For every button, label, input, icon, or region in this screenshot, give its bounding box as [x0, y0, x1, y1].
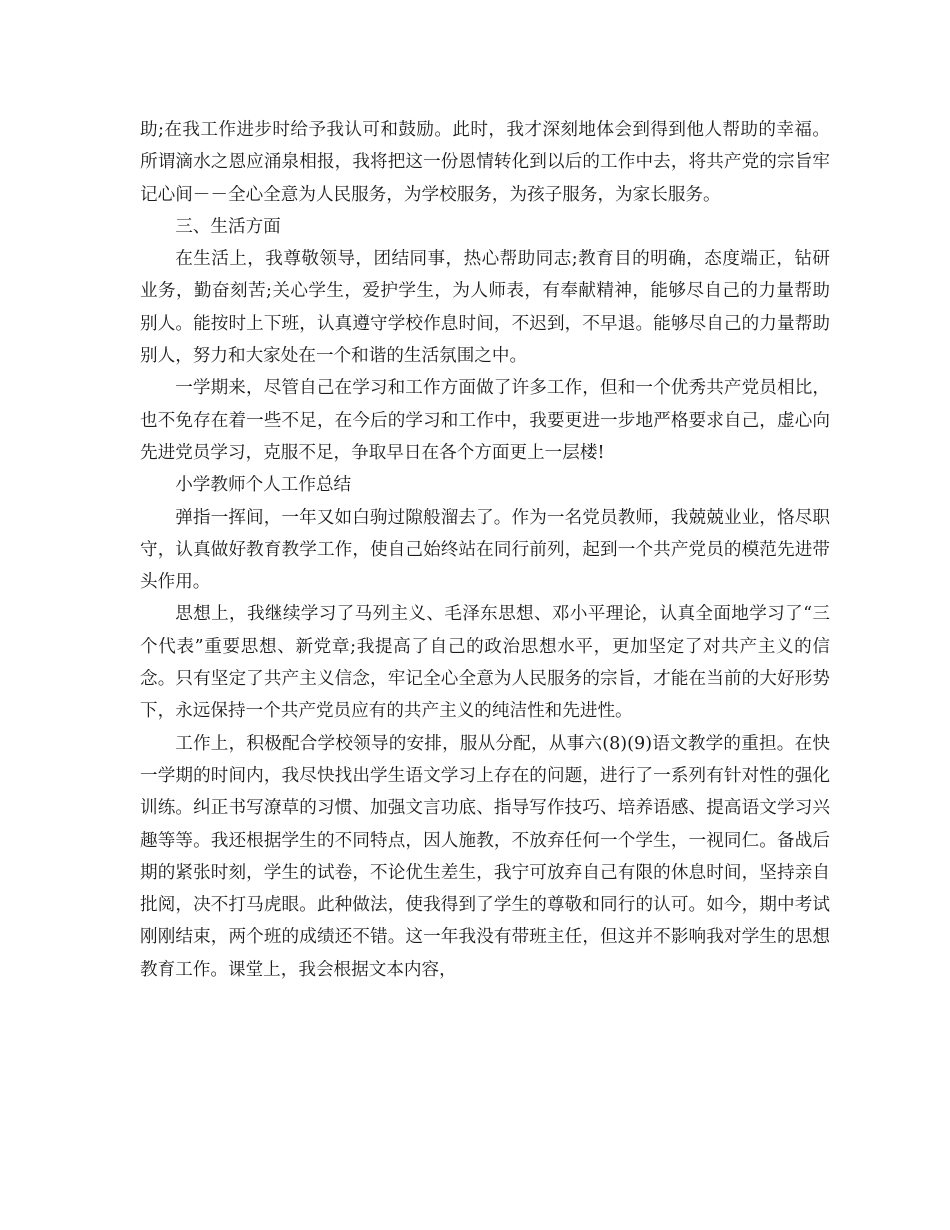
paragraph-semester-summary: 一学期来，尽管自己在学习和工作方面做了许多工作，但和一个优秀共产党员相比，也不免存在着一些不足，在今后的学习和工作中，我要更进一步地严格要求自己，虚心向先进党员学习，克服不足，争取早日在各个方面更上一层楼!	[140, 378, 830, 463]
paragraph-continued: 助;在我工作进步时给予我认可和鼓励。此时，我才深刻地体会到得到他人帮助的幸福。所谓滴水之恩应涌泉相报，我将把这一份恩情转化到以后的工作中去，将共产党的宗旨牢记心间－－全心全意为人民服务，为学校服务，为孩子服务，为家长服务。	[140, 120, 830, 205]
paragraph-work: 工作上，积极配合学校领导的安排，服从分配，从事六(8)(9)语文教学的重担。在快一学期的时间内，我尽快找出学生语文学习上存在的问题，进行了一系列有针对性的强化训练。纠正书写潦草的习惯、加强文言功底、指导写作技巧、培养语感、提高语文学习兴趣等等。我还根据学生的不同特点，因人施教，不放弃任何一个学生，一视同仁。备战后期的紧张时刻，学生的试卷，不论优生差生，我宁可放弃自己有限的休息时间，坚持亲自批阅，决不打马虎眼。此种做法，使我得到了学生的尊敬和同行的认可。如今，期中考试刚刚结束，两个班的成绩还不错。这一年我没有带班主任，但这并不影响我对学生的思想教育工作。课堂上，我会根据文本内容，	[140, 733, 830, 980]
paragraph-intro: 弹指一挥间，一年又如白驹过隙般溜去了。作为一名党员教师，我兢兢业业，恪尽职守，认真做好教育教学工作，使自己始终站在同行前列，起到一个共产党员的模范先进带头作用。	[140, 507, 830, 593]
document-body	[140, 114, 830, 986]
section-heading-life: 三、生活方面	[175, 216, 281, 237]
paragraph-ideology: 思想上，我继续学习了马列主义、毛泽东思想、邓小平理论，认真全面地学习了“三个代表”重要思想、新党章;我提高了自己的政治思想水平，更加坚定了对共产主义的信念。只有坚定了共产主义信念，牢记全心全意为人民服务的宗旨，才能在当前的大好形势下，永远保持一个共产党员应有的共产主义的纯洁性和先进性。	[140, 604, 830, 722]
paragraph-life: 在生活上，我尊敬领导，团结同事，热心帮助同志;教育目的明确，态度端正，钻研业务，勤奋刻苦;关心学生，爱护学生，为人师表，有奉献精神，能够尽自己的力量帮助别人。能按时上下班，认真遵守学校作息时间，不迟到，不早退。能够尽自己的力量帮助别人，努力和大家处在一个和谐的生活氛围之中。	[140, 249, 830, 367]
document-subtitle: 小学教师个人工作总结	[175, 475, 352, 496]
